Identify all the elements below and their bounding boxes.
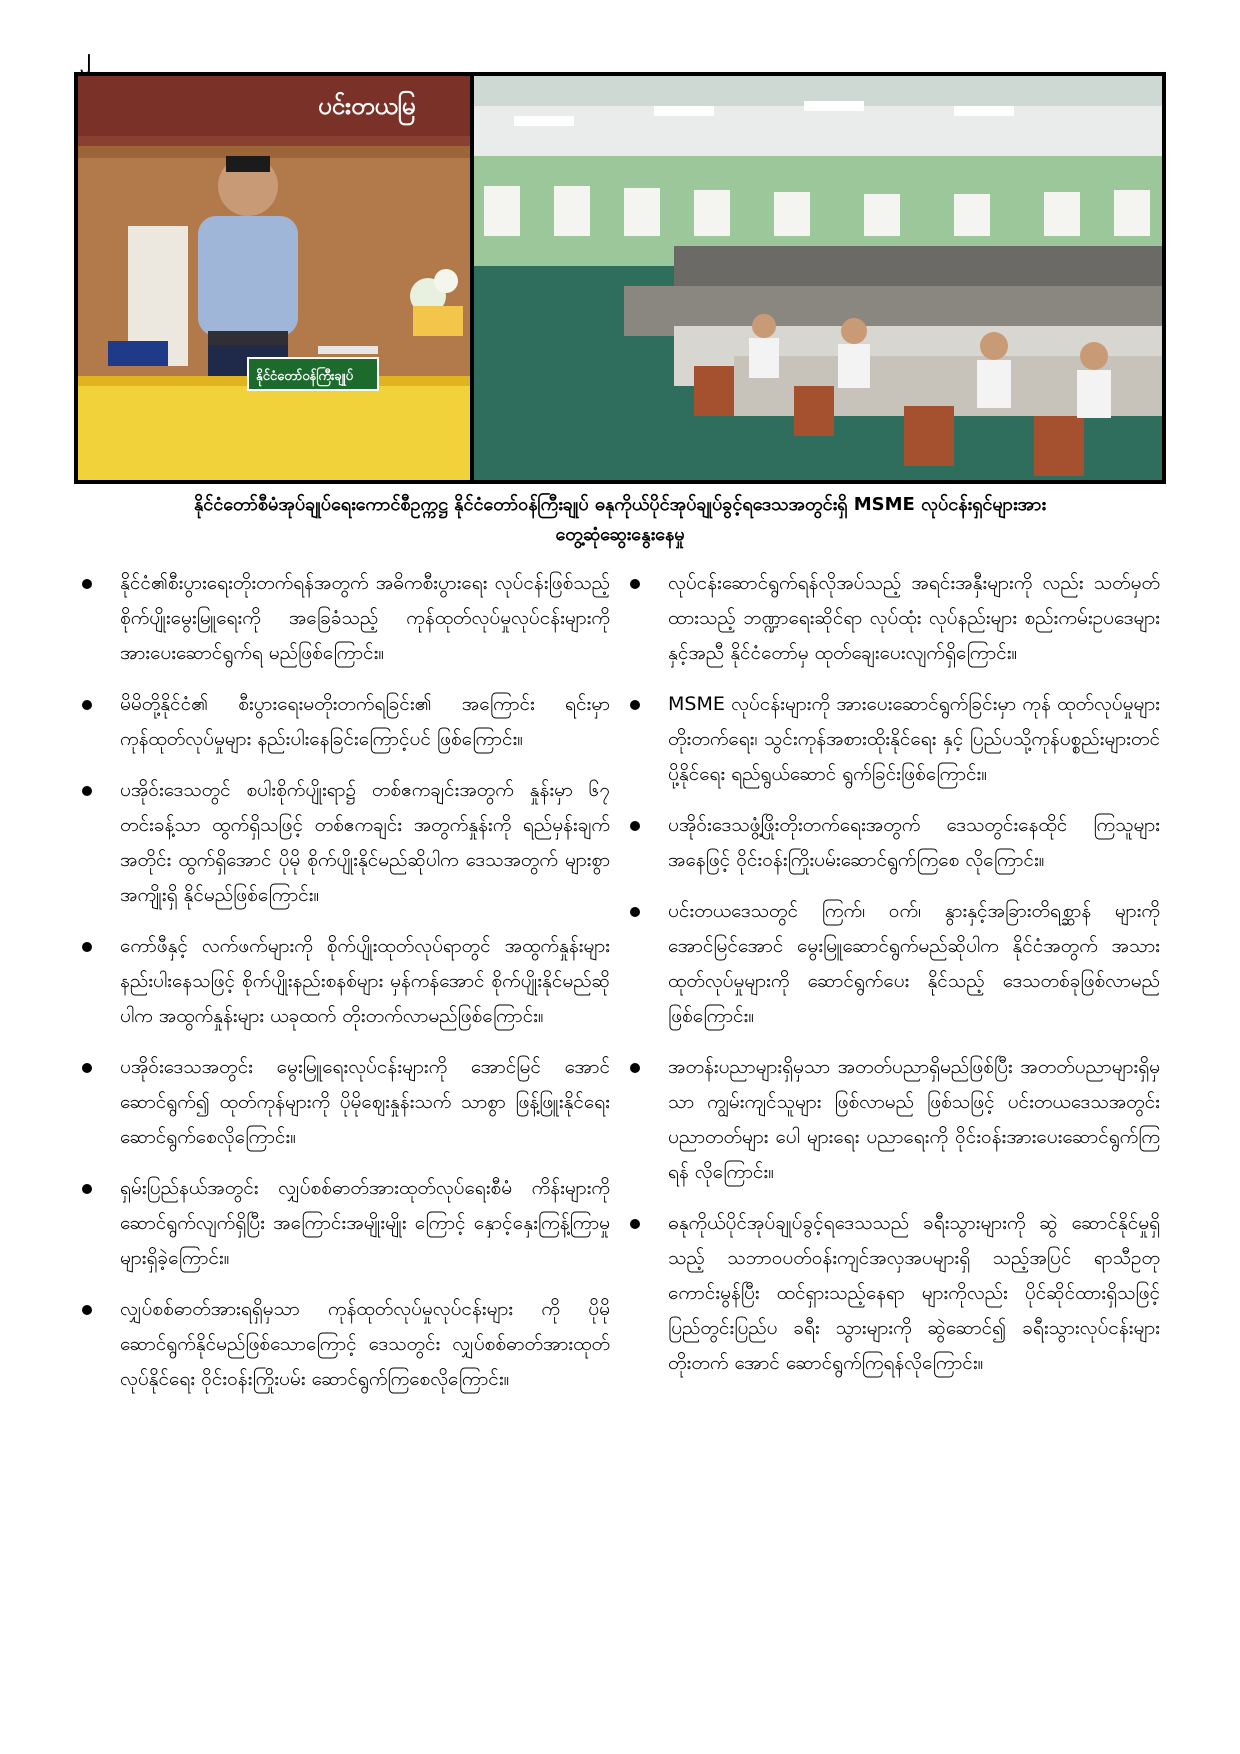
bullet-text: ရှမ်းပြည်နယ်အတွင်း လျှပ်စစ်ဓာတ်အားထုတ်လုပ်ရေးစီမံ ကိန်းများကို ဆောင်ရွက်လျက်ရှိပြီး အကြောင်းအမျိုးမျိုး ကြောင့် နှောင့်နှေးကြန့်ကြာမှုများရှိခဲ့ကြောင်း။: [120, 1177, 610, 1269]
bullet-item: [80, 1292, 610, 1397]
bullet-dot: [630, 579, 640, 589]
bullet-text: ပင်းတယဒေသတွင် ကြက်၊ ဝက်၊ နွားနှင့်အခြားတိရစ္ဆာန် များကို အောင်မြင်အောင် မွေးမြူဆောင်ရွက်မည်ဆိုပါက နိုင်ငံအတွက် အသားထုတ်လုပ်မှုများကို ဆောင်ရွက်ပေး နိုင်သည့် ဒေသတစ်ခုဖြစ်လာမည်ဖြစ်ကြောင်း။: [668, 900, 1160, 1027]
caption-line-1: နိုင်ငံတော်စီမံအုပ်ချုပ်ရေးကောင်စီဥက္ကဋ္ဌ နိုင်ငံတော်ဝန်ကြီးချုပ် ဓနုကိုယ်ပိုင်အုပ်ချုပ်ခွင့်ရဒေသအတွင်းရှိ MSME လုပ်ငန်းရှင်များအား: [193, 494, 1047, 515]
bullet-item: [628, 1206, 1160, 1381]
bullet-item: [80, 929, 610, 1034]
bullet-text: လုပ်ငန်းဆောင်ရွက်ရန်လိုအပ်သည့် အရင်းအနှီးများကို လည်း သတ်မှတ်ထားသည့် ဘဏ္ဍာရေးဆိုင်ရာ လုပ်ထုံး လုပ်နည်းများ စည်းကမ်းဥပဒေများနှင့်အညီ နိုင်ငံတော်မှ ထုတ်ချေးပေးလျက်ရှိကြောင်း။: [668, 572, 1160, 664]
bullet-text: MSME လုပ်ငန်းများကို အားပေးဆောင်ရွက်ခြင်းမှာ ကုန် ထုတ်လုပ်မှုများ တိုးတက်ရေး၊ သွင်းကုန်အစားထိုးနိုင်ရေး နှင့် ပြည်ပသို့ကုန်ပစ္စည်းများတင်ပို့နိုင်ရေး ရည်ရွယ်ဆောင် ရွက်ခြင်းဖြစ်ကြောင်း။: [668, 693, 1160, 785]
right-column: [628, 566, 1160, 1397]
bullet-dot: [82, 1184, 92, 1194]
bullet-dot: [630, 907, 640, 917]
nameplate: နိုင်ငံတော်ဝန်ကြီးချုပ်: [256, 369, 354, 384]
bullet-text: ပအိုဝ်းဒေသတွင် စပါးစိုက်ပျိုးရာ၌ တစ်ဧကချင်းအတွက် နှုန်းမှာ ၆၇ တင်းခန့်သာ ထွက်ရှိသဖြင့် တစ်ဧကချင်း အတွက်နှုန်းကို ရည်မှန်းချက်အတိုင်း ထွက်ရှိအောင် ပိုမို စိုက်ပျိုးနိုင်မည်ဆိုပါက ဒေသအတွက် များစွာအကျိုးရှိ နိုင်မည်ဖြစ်ကြောင်း။: [120, 779, 610, 906]
bullet-text: ပအိုဝ်းဒေသဖွံ့ဖြိုးတိုးတက်ရေးအတွက် ဒေသတွင်းနေထိုင် ကြသူများအနေဖြင့် ဝိုင်းဝန်းကြိုးပမ်းဆောင်ရွက်ကြစေ လိုကြောင်း။: [668, 814, 1160, 871]
bullet-item: [80, 566, 610, 671]
photo-audience: [474, 76, 1162, 480]
bullet-item: [80, 1050, 610, 1155]
bullet-text: မိမိတို့နိုင်ငံ၏ စီးပွားရေးမတိုးတက်ရခြင်း၏ အကြောင်း ရင်းမှာ ကုန်ထုတ်လုပ်မှုများ နည်းပါးနေခြင်းကြောင့်ပင် ဖြစ်ကြောင်း။: [120, 693, 610, 750]
page-number: ၂: [80, 45, 91, 70]
bullet-dot: [630, 1063, 640, 1073]
bullet-text: အတန်းပညာများရှိမှသာ အတတ်ပညာရှိမည်ဖြစ်ပြီး အတတ်ပညာများရှိမှသာ ကျွမ်းကျင်သူများ ဖြစ်လာမည် ဖြစ်သဖြင့် ပင်းတယဒေသအတွင်း ပညာတတ်များ ပေါ များရေး ပညာရေးကို ဝိုင်းဝန်းအားပေးဆောင်ရွက်ကြရန် လိုကြောင်း။: [668, 1056, 1160, 1183]
bullet-dot: [82, 786, 92, 796]
bullet-dot: [82, 579, 92, 589]
photo-caption: [80, 490, 1160, 550]
bullet-text: ဓနုကိုယ်ပိုင်အုပ်ချုပ်ခွင့်ရဒေသသည် ခရီးသွားများကို ဆွဲ ဆောင်နိုင်မှုရှိသည့် သဘာဝပတ်ဝန်းကျင်အလှအပများရှိ သည့်အပြင် ရာသီဥတုကောင်းမွန်ပြီး ထင်ရှားသည့်နေရာ များကိုလည်း ပိုင်ဆိုင်ထားရှိသဖြင့် ပြည်တွင်းပြည်ပ ခရီး သွားများကို ဆွဲဆောင်၍ ခရီးသွားလုပ်ငန်းများတိုးတက် အောင် ဆောင်ရွက်ကြရန်လိုကြောင်း။: [668, 1212, 1160, 1374]
bullet-item: [628, 808, 1160, 878]
bullet-dot: [82, 700, 92, 710]
bullet-dot: [630, 1219, 640, 1229]
banner-text: ပင်းတယမြ: [318, 92, 416, 120]
bullet-dot: [82, 1063, 92, 1073]
caption-line-2: တွေ့ဆုံဆွေးနွေးနေမှု: [555, 524, 685, 545]
bullet-dot: [82, 942, 92, 952]
bullet-dot: [630, 700, 640, 710]
photo-speaker: [78, 76, 470, 480]
bullet-item: [628, 566, 1160, 671]
bullet-dot: [82, 1305, 92, 1315]
bullet-text: ကော်ဖီနှင့် လက်ဖက်များကို စိုက်ပျိုးထုတ်လုပ်ရာတွင် အထွက်နှုန်းများ နည်းပါးနေသဖြင့် စိုက်ပျိုးနည်းစနစ်များ မှန်ကန်အောင် စိုက်ပျိုးနိုင်မည်ဆိုပါက အထွက်နှုန်းများ ယခုထက် တိုးတက်လာမည်ဖြစ်ကြောင်း။: [120, 935, 610, 1027]
bullet-text: ပအိုဝ်းဒေသအတွင်း မွေးမြူရေးလုပ်ငန်းများကို အောင်မြင် အောင်ဆောင်ရွက်၍ ထုတ်ကုန်များကို ပိုမိုဈေးနှုန်းသက် သာစွာ ဖြန့်ဖြူးနိုင်ရေး ဆောင်ရွက်စေလိုကြောင်း။: [120, 1056, 610, 1148]
bullet-item: [628, 894, 1160, 1034]
bullet-item: [80, 773, 610, 913]
bullet-text: နိုင်ငံ၏စီးပွားရေးတိုးတက်ရန်အတွက် အဓိကစီးပွားရေး လုပ်ငန်းဖြစ်သည့် စိုက်ပျိုးမွေးမြူရေးကို အခြေခံသည့် ကုန်ထုတ်လုပ်မှုလုပ်ငန်းများကို အားပေးဆောင်ရွက်ရ မည်ဖြစ်ကြောင်း။: [120, 572, 610, 664]
bullet-item: [628, 1050, 1160, 1190]
bullet-item: [80, 1171, 610, 1276]
photo-composite: [74, 72, 1166, 484]
left-column: [80, 566, 610, 1413]
bullet-item: [80, 687, 610, 757]
bullet-item: [628, 687, 1160, 792]
bullet-dot: [630, 821, 640, 831]
bullet-text: လျှပ်စစ်ဓာတ်အားရရှိမှသာ ကုန်ထုတ်လုပ်မှုလုပ်ငန်းများ ကို ပိုမိုဆောင်ရွက်နိုင်မည်ဖြစ်သောကြောင့် ဒေသတွင်း လျှပ်စစ်ဓာတ်အားထုတ်လုပ်နိုင်ရေး ဝိုင်းဝန်းကြိုးပမ်း ဆောင်ရွက်ကြစေလိုကြောင်း။: [120, 1298, 610, 1390]
